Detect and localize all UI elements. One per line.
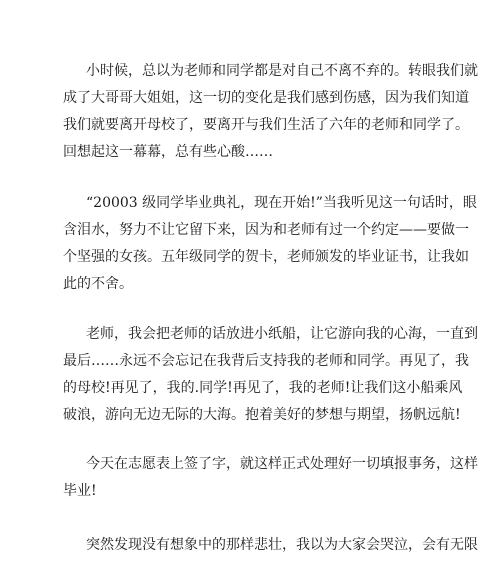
paragraph-line: 毕业! — [63, 483, 97, 499]
paragraph-line: 的母校!再见了，我的.同学!再见了，我的老师!让我们这小船乘风 — [63, 380, 463, 396]
paragraph-line: 小时候，总以为老师和同学都是对自己不离不弃的。转眼我们就 — [86, 63, 478, 79]
paragraph-line: 含泪水，努力不让它留下来，因为和老师有过一个约定——要做一 — [63, 222, 469, 238]
paragraph-line: 最后……永远不会忘记在我背后支持我的老师和同学。再见了，我 — [63, 353, 469, 369]
paragraph-line: 老师，我会把老师的话放进小纸船，让它游向我的心海，一直到 — [86, 326, 478, 342]
paragraph-line: 回想起这一幕幕，总有些心酸…… — [63, 144, 273, 160]
paragraph-line: 今天在志愿表上签了字，就这样正式处理好一切填报事务，这样 — [86, 456, 478, 472]
paragraph-line: 成了大哥哥大姐姐，这一切的变化是我们感到伤感，因为我们知道 — [63, 90, 469, 106]
paragraph-line: 破浪，游向无边无际的大海。抱着美好的梦想与期望，扬帆远航! — [63, 407, 461, 423]
paragraph-line: 此的不舍。 — [63, 276, 133, 292]
paragraph-line: 我们就要离开母校了，要离开与我们生活了六年的老师和同学了。 — [63, 117, 469, 133]
paragraph-line: 突然发现没有想象中的那样悲壮，我以为大家会哭泣，会有无限 — [86, 537, 478, 553]
paragraph-line: “20003 级同学毕业典礼，现在开始!”当我听见这一句话时，眼 — [86, 195, 477, 211]
paragraph-line: 个坚强的女孩。五年级同学的贺卡，老师颁发的毕业证书，让我如 — [63, 249, 469, 265]
